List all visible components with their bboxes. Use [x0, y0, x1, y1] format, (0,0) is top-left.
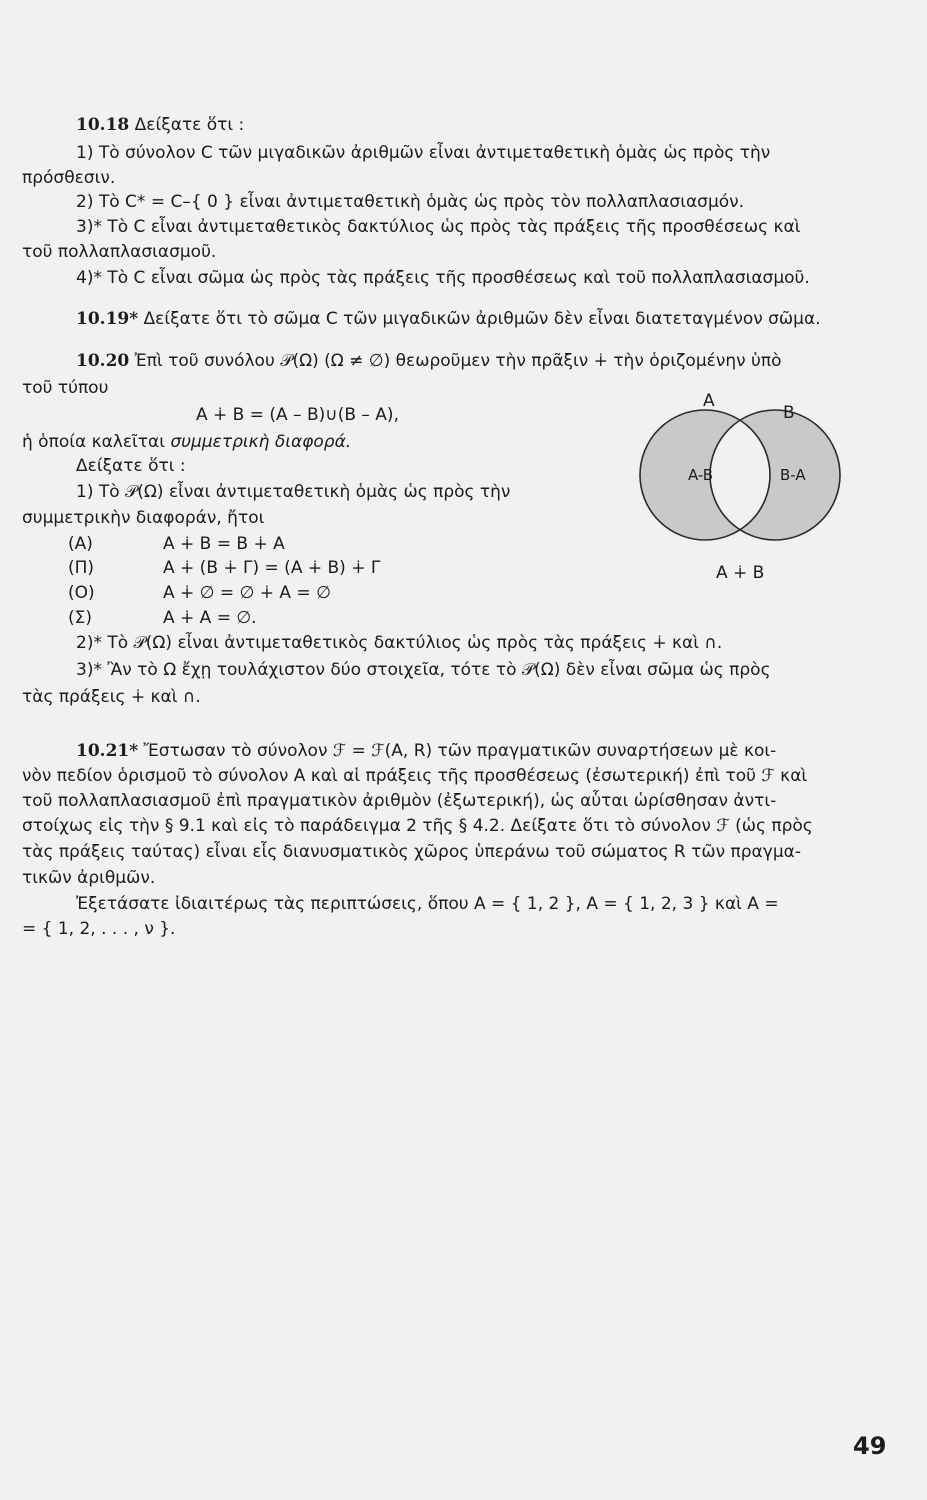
definition-text: ἡ ὁποία καλεῖται: [22, 432, 165, 452]
exercise-text: Δείξατε ὅτι τὸ σῶμα C τῶν μιγαδικῶν ἀριθμῶν δὲν εἶναι διατεταγμένον σῶμα.: [143, 309, 821, 329]
property-row: [68, 557, 380, 579]
property-label: (A): [68, 534, 93, 554]
exercise-10-21-line2: νὸν πεδίον ὁρισμοῦ τὸ σύνολον A καὶ αἱ πράξεις τῆς προσθέσεως (ἐσωτερική) ἐπὶ τοῦ ℱ καὶ: [22, 766, 808, 786]
exercise-10-21-line3: τοῦ πολλαπλασιασμοῦ ἐπὶ πραγματικὸν ἀριθμὸν (ἐξωτερική), ὡς αὗται ὡρίσθησαν ἀντι-: [22, 791, 777, 811]
exercise-number: 10.18: [76, 115, 130, 135]
exercise-number: 10.20: [76, 351, 130, 371]
property-row: [68, 607, 257, 629]
exercise-10-21-line8: = { 1, 2, . . . , ν }.: [22, 919, 176, 939]
region-b-minus-a-label: B-A: [780, 466, 806, 484]
exercise-10-18-item4: 4)* Τὸ C εἶναι σῶμα ὡς πρὸς τὰς πράξεις τῆς προσθέσεως καὶ τοῦ πολλαπλασιασμοῦ.: [76, 268, 810, 288]
set-b-label: B: [783, 403, 795, 423]
exercise-10-21-line4: στοίχως εἰς τὴν § 9.1 καὶ εἰς τὸ παράδειγμα 2 τῆς § 4.2. Δείξατε ὅτι τὸ σύνολον ℱ (ὡς πρὸς: [22, 816, 813, 836]
set-a-label: A: [703, 391, 715, 411]
exercise-10-20-item1: 1) Τὸ 𝒫(Ω) εἶναι ἀντιμεταθετικὴ ὁμὰς ὡς πρὸς τὴν: [76, 482, 511, 502]
exercise-10-20-item3: 3)* Ἂν τὸ Ω ἔχῃ τουλάχιστον δύο στοιχεῖα, τότε τὸ 𝒫(Ω) δὲν εἶναι σῶμα ὡς πρὸς: [76, 660, 771, 680]
property-label: (O): [68, 583, 95, 603]
exercise-10-20-show: Δείξατε ὅτι :: [76, 456, 186, 476]
exercise-10-20-item3-cont: τὰς πράξεις ∔ καὶ ∩.: [22, 687, 201, 707]
exercise-number: 10.19*: [76, 309, 139, 329]
property-label: (Σ): [68, 608, 93, 628]
property-row: [68, 533, 285, 555]
exercise-number: 10.21*: [76, 741, 139, 761]
page-number: 49: [853, 1432, 887, 1460]
exercise-10-21-line7: Ἐξετάσατε ἰδιαιτέρως τὰς περιπτώσεις, ὅπου A = { 1, 2 }, A = { 1, 2, 3 } καὶ A =: [76, 894, 779, 914]
exercise-10-18-heading: [76, 114, 244, 136]
property-expression: A ∔ (B ∔ Γ) = (A ∔ B) ∔ Γ: [163, 558, 381, 578]
exercise-10-20-line1: [76, 350, 781, 372]
exercise-10-21-line1: [76, 740, 776, 762]
exercise-10-21-line5: τὰς πράξεις ταύτας) εἶναι εἷς διανυσματικὸς χῶρος ὑπεράνω τοῦ σώματος R τῶν πραγμα-: [22, 842, 801, 862]
property-expression: A ∔ B = B ∔ A: [163, 534, 285, 554]
property-label: (Π): [68, 558, 95, 578]
exercise-10-18-item3: 3)* Τὸ C εἶναι ἀντιμεταθετικὸς δακτύλιος ὡς πρὸς τὰς πράξεις τῆς προσθέσεως καὶ: [76, 217, 801, 237]
exercise-10-20-item2: 2)* Τὸ 𝒫(Ω) εἶναι ἀντιμεταθετικὸς δακτύλιος ὡς πρὸς τὰς πράξεις ∔ καὶ ∩.: [76, 633, 723, 653]
property-expression: A ∔ A = ∅.: [163, 608, 257, 628]
exercise-10-20-line3: [22, 431, 351, 453]
exercise-10-18-item1: 1) Τὸ σύνολον C τῶν μιγαδικῶν ἀριθμῶν εἶναι ἀντιμεταθετικὴ ὁμὰς ὡς πρὸς τὴν: [76, 143, 771, 163]
exercise-intro: Δείξατε ὅτι :: [134, 115, 245, 135]
exercise-text: Ἔστωσαν τὸ σύνολον ℱ = ℱ(A, R) τῶν πραγματικῶν συναρτήσεων μὲ κοι-: [143, 741, 777, 761]
defined-term: συμμετρικὴ διαφορά.: [170, 432, 352, 452]
region-a-minus-b-label: A-B: [688, 466, 714, 484]
property-row: [68, 582, 331, 604]
exercise-10-20-line2: τοῦ τύπου: [22, 378, 109, 398]
exercise-10-18-item3-cont: τοῦ πολλαπλασιασμοῦ.: [22, 242, 217, 262]
exercise-10-21-line6: τικῶν ἀριθμῶν.: [22, 868, 156, 888]
symmetric-difference-formula: A ∔ B = (A – B)∪(B – A),: [196, 405, 399, 425]
exercise-10-18-item1-cont: πρόσθεσιν.: [22, 168, 116, 188]
property-expression: A ∔ ∅ = ∅ ∔ A = ∅: [163, 583, 331, 603]
exercise-10-20-item1-cont: συμμετρικὴν διαφοράν, ἤτοι: [22, 508, 265, 528]
exercise-10-18-item2: 2) Τὸ C* = C–{ 0 } εἶναι ἀντιμεταθετικὴ ὁμὰς ὡς πρὸς τὸν πολλαπλασιασμόν.: [76, 192, 745, 212]
venn-caption: A ∔ B: [716, 563, 765, 583]
venn-diagram: [630, 380, 870, 590]
exercise-10-19: [76, 308, 821, 330]
exercise-text: Ἐπὶ τοῦ συνόλου 𝒫(Ω) (Ω ≠ ∅) θεωροῦμεν τὴν πρᾶξιν ∔ τὴν ὁριζομένην ὑπὸ: [134, 351, 782, 371]
